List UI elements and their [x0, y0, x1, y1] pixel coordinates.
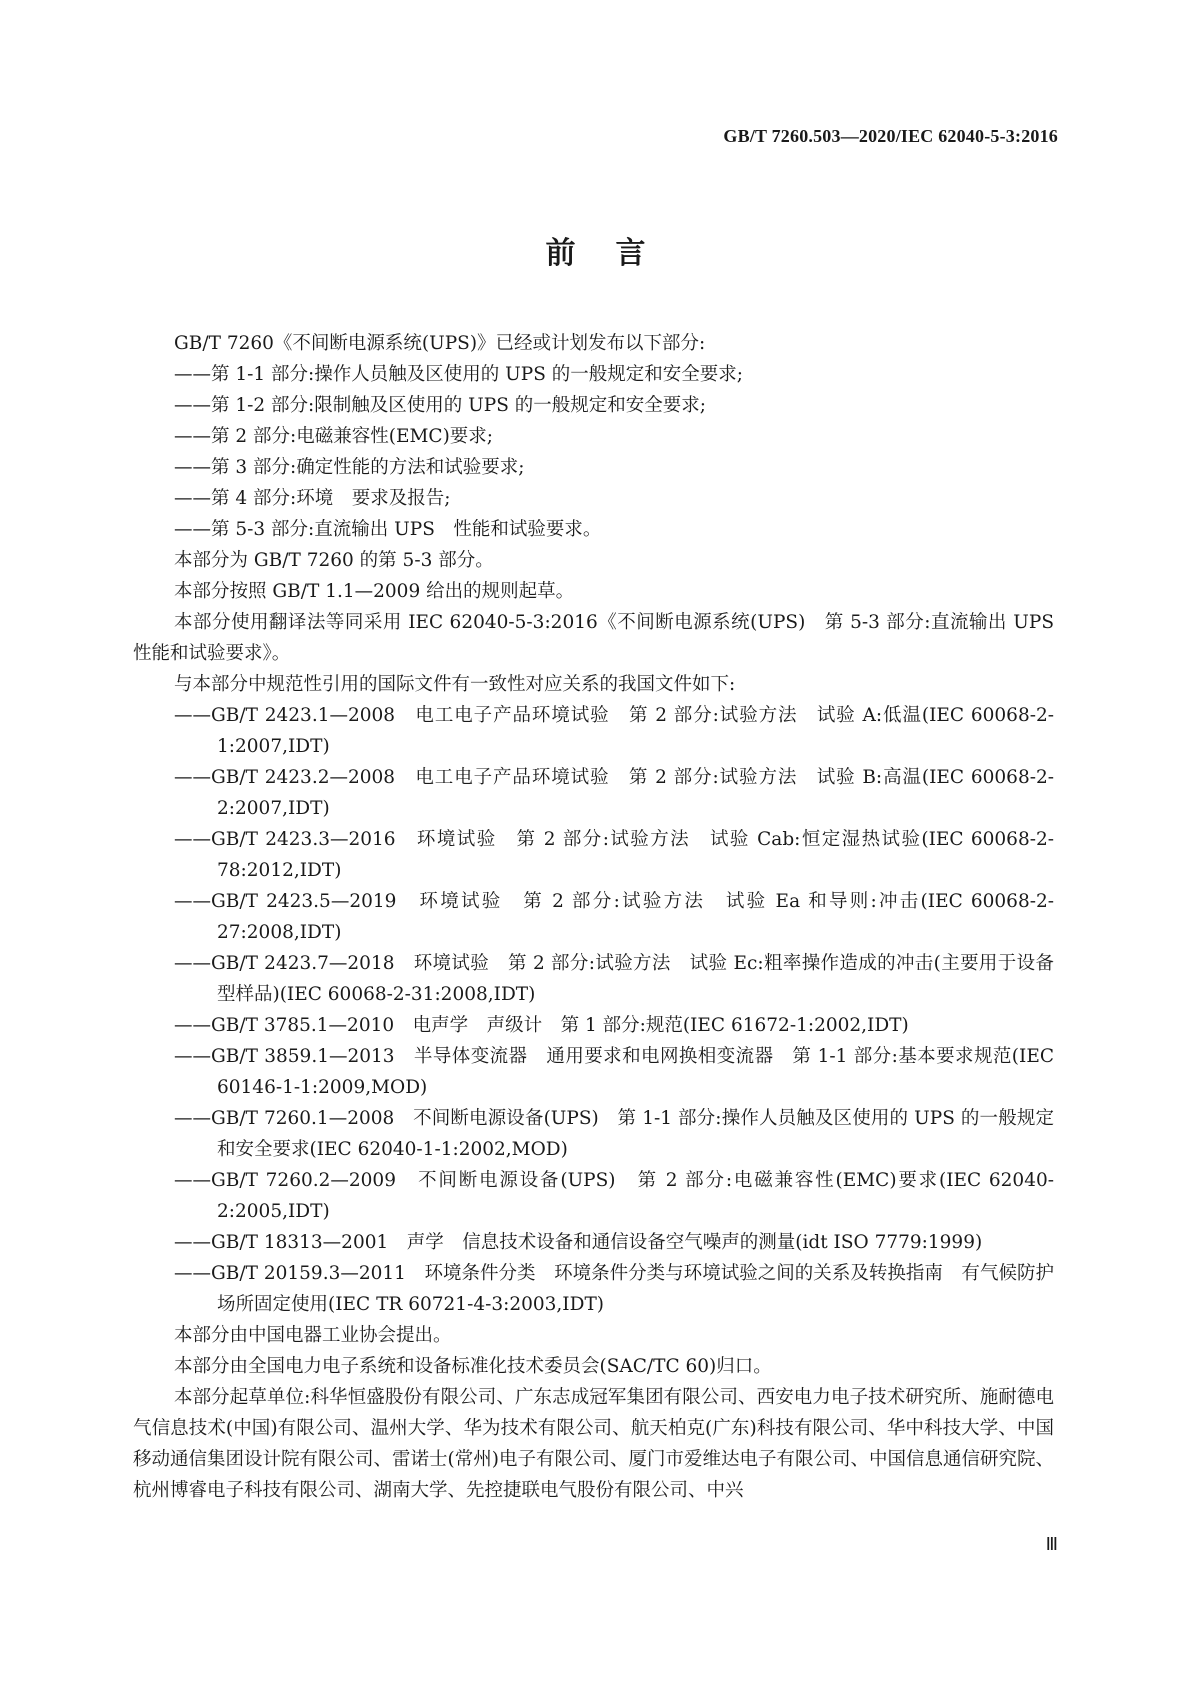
page-number: Ⅲ [1045, 1534, 1058, 1554]
paragraph: 与本部分中规范性引用的国际文件有一致性对应关系的我国文件如下: [174, 674, 736, 695]
reference-item: ——GB/T 2423.1—2008 电工电子产品环境试验 第 2 部分:试验方法 试验 A:低温(IEC 60068-2-1:2007,IDT) [174, 705, 1054, 757]
part-item: ——第 1-1 部分:操作人员触及区使用的 UPS 的一般规定和安全要求; [174, 364, 743, 385]
intro-paragraph: GB/T 7260《不间断电源系统(UPS)》已经或计划发布以下部分: [174, 333, 706, 354]
part-item: ——第 4 部分:环境 要求及报告; [174, 488, 451, 509]
part-item: ——第 3 部分:确定性能的方法和试验要求; [174, 457, 525, 478]
reference-item: ——GB/T 3785.1—2010 电声学 声级计 第 1 部分:规范(IEC 61672-1:2002,IDT) [174, 1015, 909, 1036]
reference-item: ——GB/T 20159.3—2011 环境条件分类 环境条件分类与环境试验之间的关系及转换指南 有气候防护场所固定使用(IEC TR 60721-4-3:2003,IDT) [174, 1263, 1054, 1315]
part-item: ——第 2 部分:电磁兼容性(EMC)要求; [174, 426, 494, 447]
reference-item: ——GB/T 2423.5—2019 环境试验 第 2 部分:试验方法 试验 Ea 和导则:冲击(IEC 60068-2-27:2008,IDT) [174, 891, 1054, 943]
document-body [133, 328, 1073, 1506]
reference-item: ——GB/T 2423.7—2018 环境试验 第 2 部分:试验方法 试验 Ec:粗率操作造成的冲击(主要用于设备型样品)(IEC 60068-2-31:2008,IDT) [174, 953, 1054, 1005]
reference-item: ——GB/T 2423.2—2008 电工电子产品环境试验 第 2 部分:试验方法 试验 B:高温(IEC 60068-2-2:2007,IDT) [174, 767, 1054, 819]
paragraph: 本部分由中国电器工业协会提出。 [174, 1325, 452, 1346]
part-item: ——第 5-3 部分:直流输出 UPS 性能和试验要求。 [174, 519, 602, 540]
paragraph: 本部分为 GB/T 7260 的第 5-3 部分。 [174, 550, 494, 571]
paragraph: 本部分使用翻译法等同采用 IEC 62040-5-3:2016《不间断电源系统(UPS) 第 5-3 部分:直流输出 UPS 性能和试验要求》。 [133, 612, 1073, 664]
reference-item: ——GB/T 7260.2—2009 不间断电源设备(UPS) 第 2 部分:电磁兼容性(EMC)要求(IEC 62040-2:2005,IDT) [174, 1170, 1054, 1222]
paragraph: 本部分按照 GB/T 1.1—2009 给出的规则起草。 [174, 581, 575, 602]
page-title: 前言 [545, 236, 686, 271]
paragraph: 本部分起草单位:科华恒盛股份有限公司、广东志成冠军集团有限公司、西安电力电子技术研究所、施耐德电气信息技术(中国)有限公司、温州大学、华为技术有限公司、航天柏克(广东)科技有限公司、华中科技大学、中国移动通信集团设计院有限公司、雷诺士(常州)电子有限公司、厦门市爱维达电子有限公司、中国信息通信研究院、杭州博睿电子科技有限公司、湖南大学、先控捷联电气股份有限公司、中兴 [133, 1387, 1054, 1501]
reference-item: ——GB/T 3859.1—2013 半导体变流器 通用要求和电网换相变流器 第 1-1 部分:基本要求规范(IEC 60146-1-1:2009,MOD) [174, 1046, 1054, 1098]
reference-item: ——GB/T 18313—2001 声学 信息技术设备和通信设备空气噪声的测量(idt ISO 7779:1999) [174, 1232, 983, 1253]
part-item: ——第 1-2 部分:限制触及区使用的 UPS 的一般规定和安全要求; [174, 395, 706, 416]
reference-item: ——GB/T 2423.3—2016 环境试验 第 2 部分:试验方法 试验 Cab:恒定湿热试验(IEC 60068-2-78:2012,IDT) [174, 829, 1054, 881]
paragraph: 本部分由全国电力电子系统和设备标准化技术委员会(SAC/TC 60)归口。 [174, 1356, 772, 1377]
doc-number-header: GB/T 7260.503—2020/IEC 62040-5-3:2016 [723, 126, 1058, 146]
reference-item: ——GB/T 7260.1—2008 不间断电源设备(UPS) 第 1-1 部分:操作人员触及区使用的 UPS 的一般规定和安全要求(IEC 62040-1-1:2002,MOD) [174, 1108, 1054, 1160]
